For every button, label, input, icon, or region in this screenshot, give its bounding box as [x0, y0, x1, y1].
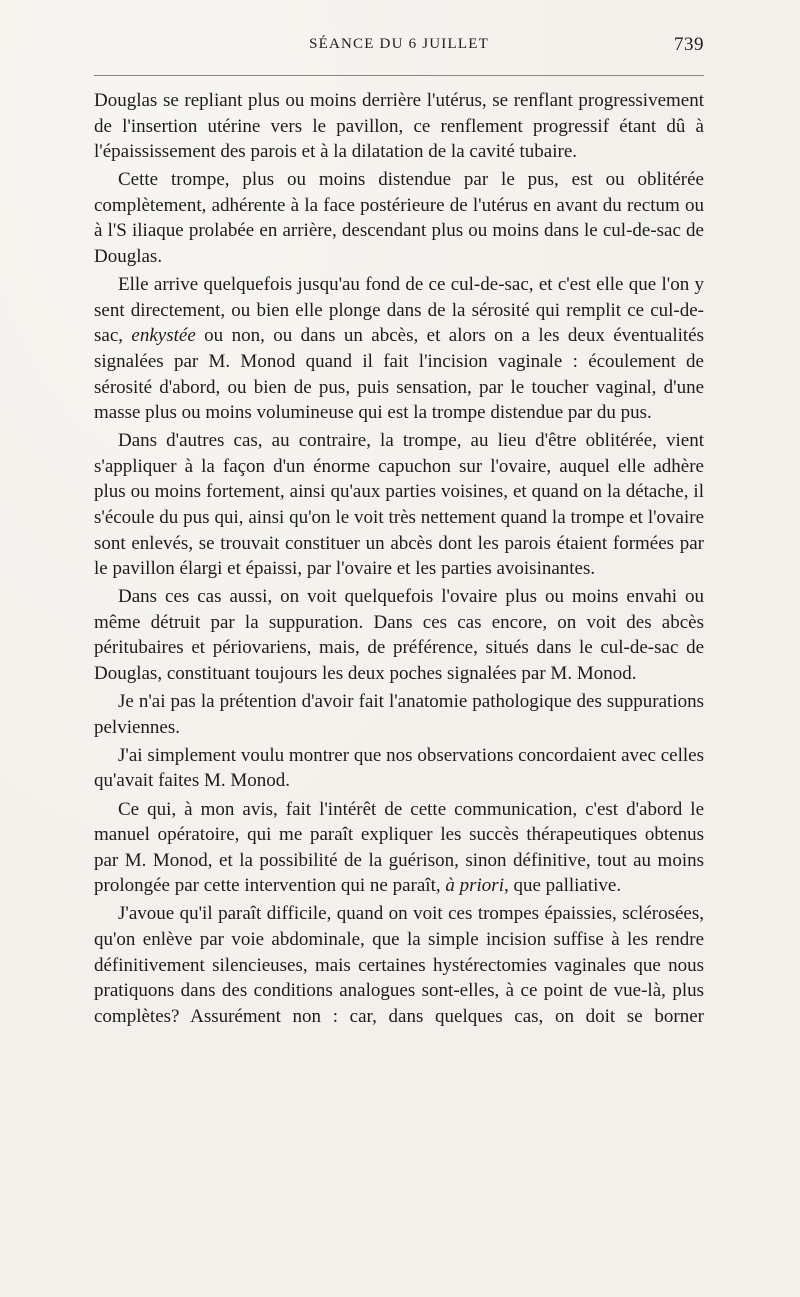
- italic-term: enkystée: [131, 325, 196, 347]
- page-number: 739: [674, 34, 704, 55]
- paragraph: Ce qui, à mon avis, fait l'intérêt de cette communication, c'est d'abord le manuel opératoire, qui me paraît expliquer les succès thérapeutiques obtenus par M. Monod, et la possibilité de la guérison, sinon définitive, tout au moins prolongée par cette intervention qui ne paraît, à priori, que palliative.: [94, 798, 704, 897]
- running-title: SÉANCE DU 6 JUILLET: [309, 36, 489, 52]
- paragraph: Dans ces cas aussi, on voit quelquefois l'ovaire plus ou moins envahi ou même détruit par la suppuration. Dans ces cas encore, on voit des abcès péritubaires et périovariens, mais, de préférence, situés dans le cul-de-sac de Douglas, constituant toujours les deux poches signalées par M. Monod.: [94, 586, 704, 685]
- paragraph: Douglas se repliant plus ou moins derrière l'utérus, se renflant progressivement de l'insertion utérine vers le pavillon, ce renflement progressif étant dû à l'épaississement des parois et à la dilatation de la cavité tubaire.: [94, 90, 704, 163]
- paragraph: Elle arrive quelquefois jusqu'au fond de ce cul-de-sac, et c'est elle que l'on y sent directement, ou bien elle plonge dans de la sérosité qui remplit ce cul-de-sac, enkystée ou non, ou dans un abcès, et alors on a les deux éventualités signalées par M. Monod quand il fait l'incision vaginale : écoulement de sérosité d'abord, ou bien de pus, puis sensation, par le toucher vaginal, d'une masse plus ou moins volumineuse qui est la trompe distendue par du pus.: [94, 274, 704, 424]
- body-text: [94, 88, 704, 1032]
- running-head: [94, 34, 704, 60]
- header-rule: [94, 75, 704, 76]
- paragraph: J'avoue qu'il paraît difficile, quand on voit ces trompes épaissies, sclérosées, qu'on enlève par voie abdominale, que la simple incision suffise à les rendre définitivement silencieuses, mais certaines hystérectomies vaginales que nous pratiquons dans des conditions analogues sont-elles, à ce point de vue-là, plus complètes? Assurément non : car, dans quelques cas, on doit se borner: [94, 903, 704, 1027]
- paragraph: Dans d'autres cas, au contraire, la trompe, au lieu d'être oblitérée, vient s'appliquer à la façon d'un énorme capuchon sur l'ovaire, auquel elle adhère plus ou moins fortement, ainsi qu'aux parties voisines, et quand on la détache, il s'écoule du pus qui, ainsi qu'on le voit très nettement quand la trompe et l'ovaire sont enlevés, se trouvait constituer un abcès dont les parois étaient formées par le pavillon élargi et épaissi, par l'ovaire et les parties avoisinantes.: [94, 430, 704, 580]
- italic-term: à priori: [445, 875, 504, 897]
- paragraph: Je n'ai pas la prétention d'avoir fait l'anatomie pathologique des suppurations pelviennes.: [94, 691, 704, 738]
- paragraph: J'ai simplement voulu montrer que nos observations concordaient avec celles qu'avait faites M. Monod.: [94, 744, 704, 792]
- paragraph: Cette trompe, plus ou moins distendue par le pus, est ou oblitérée complètement, adhérente à la face postérieure de l'utérus en avant du rectum ou à l'S iliaque prolabée en arrière, descendant plus ou moins dans le cul-de-sac de Douglas.: [94, 169, 704, 268]
